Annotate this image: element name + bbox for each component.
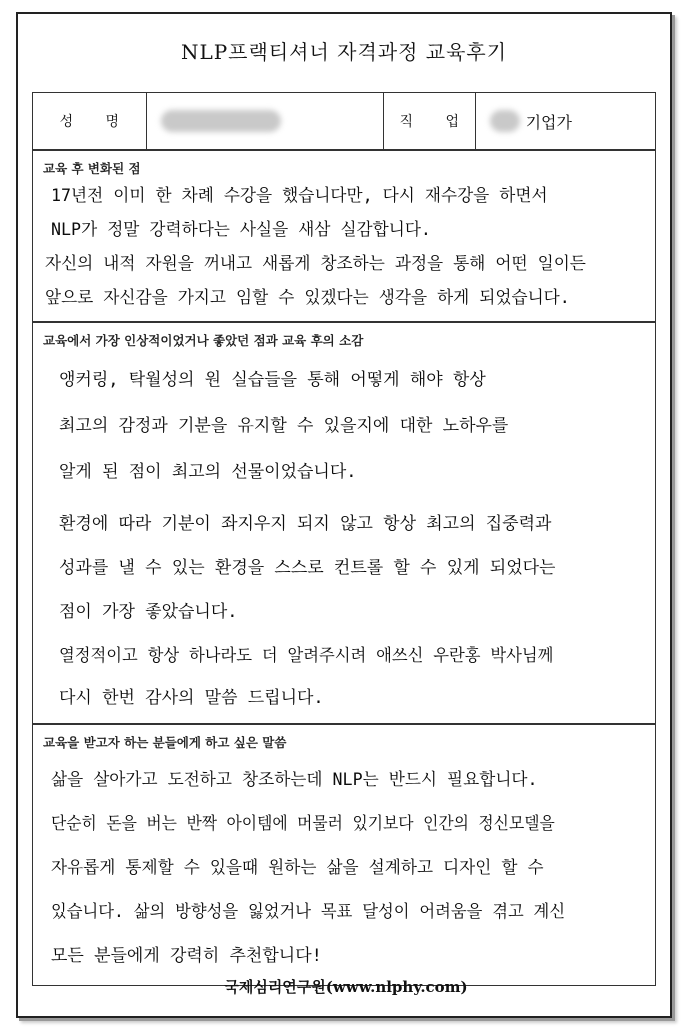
section-message-line-4: 있습니다. 삶의 방향성을 잃었거나 목표 달성이 어려움을 겪고 계신 (51, 902, 566, 922)
section-impressions-line-5: 성과를 낼 수 있는 환경을 스스로 컨트롤 할 수 있게 되었다는 (59, 558, 556, 578)
section-impressions (32, 322, 656, 724)
section-impressions-line-7: 열정적이고 항상 하나라도 더 알려주시려 애쓰신 우란홍 박사님께 (59, 646, 554, 666)
section-impressions-line-3: 알게 된 점이 최고의 선물이었습니다. (59, 462, 357, 482)
section-message-line-2: 단순히 돈을 버는 반짝 아이템에 머물러 있기보다 인간의 정신모델을 (51, 814, 555, 834)
review-form (16, 12, 672, 1018)
section-changes-heading: 교육 후 변화된 점 (43, 161, 141, 176)
redacted-name (161, 110, 281, 132)
section-changes-line-4: 앞으로 자신감을 가지고 임할 수 있겠다는 생각을 하게 되었습니다. (45, 288, 570, 308)
section-impressions-line-4: 환경에 따라 기분이 좌지우지 되지 않고 항상 최고의 집중력과 (59, 514, 552, 534)
section-impressions-line-1: 앵커링, 탁월성의 원 실습들을 통해 어떻게 해야 항상 (59, 370, 486, 390)
job-value (476, 93, 655, 149)
section-changes-line-2: NLP가 정말 강력하다는 사실을 새삼 실감합니다. (51, 220, 431, 240)
section-changes-line-1: 17년전 이미 한 차례 수강을 했습니다만, 다시 재수강을 하면서 (51, 186, 548, 206)
job-text: 기업가 (525, 112, 572, 132)
info-row (32, 92, 656, 150)
section-impressions-line-8: 다시 한번 감사의 말씀 드립니다. (59, 688, 324, 708)
section-impressions-line-6: 점이 가장 좋았습니다. (59, 602, 238, 622)
section-changes (32, 150, 656, 322)
section-changes-line-3: 자신의 내적 자원을 꺼내고 새롭게 창조하는 과정을 통해 어떤 일이든 (45, 254, 586, 274)
section-impressions-heading: 교육에서 가장 인상적이었거나 좋았던 점과 교육 후의 소감 (43, 333, 364, 348)
section-message-line-1: 삶을 살아가고 도전하고 창조하는데 NLP는 반드시 필요합니다. (51, 770, 538, 790)
name-label: 성 명 (33, 93, 147, 149)
name-value (147, 93, 384, 149)
form-title: NLP프랙티셔너 자격과정 교육후기 (180, 39, 508, 64)
section-message (32, 724, 656, 986)
section-message-heading: 교육을 받고자 하는 분들에게 하고 싶은 말씀 (43, 735, 287, 750)
redacted-job (490, 110, 520, 132)
section-message-line-5: 모든 분들에게 강력히 추천합니다! (51, 946, 322, 966)
section-message-line-3: 자유롭게 통제할 수 있을때 원하는 삶을 설계하고 디자인 할 수 (51, 858, 544, 878)
job-label: 직 업 (384, 93, 476, 149)
section-impressions-line-2: 최고의 감정과 기분을 유지할 수 있을지에 대한 노하우를 (59, 416, 509, 436)
footer-publisher: 국제심리연구원(www.nlphy.com) (224, 978, 468, 996)
